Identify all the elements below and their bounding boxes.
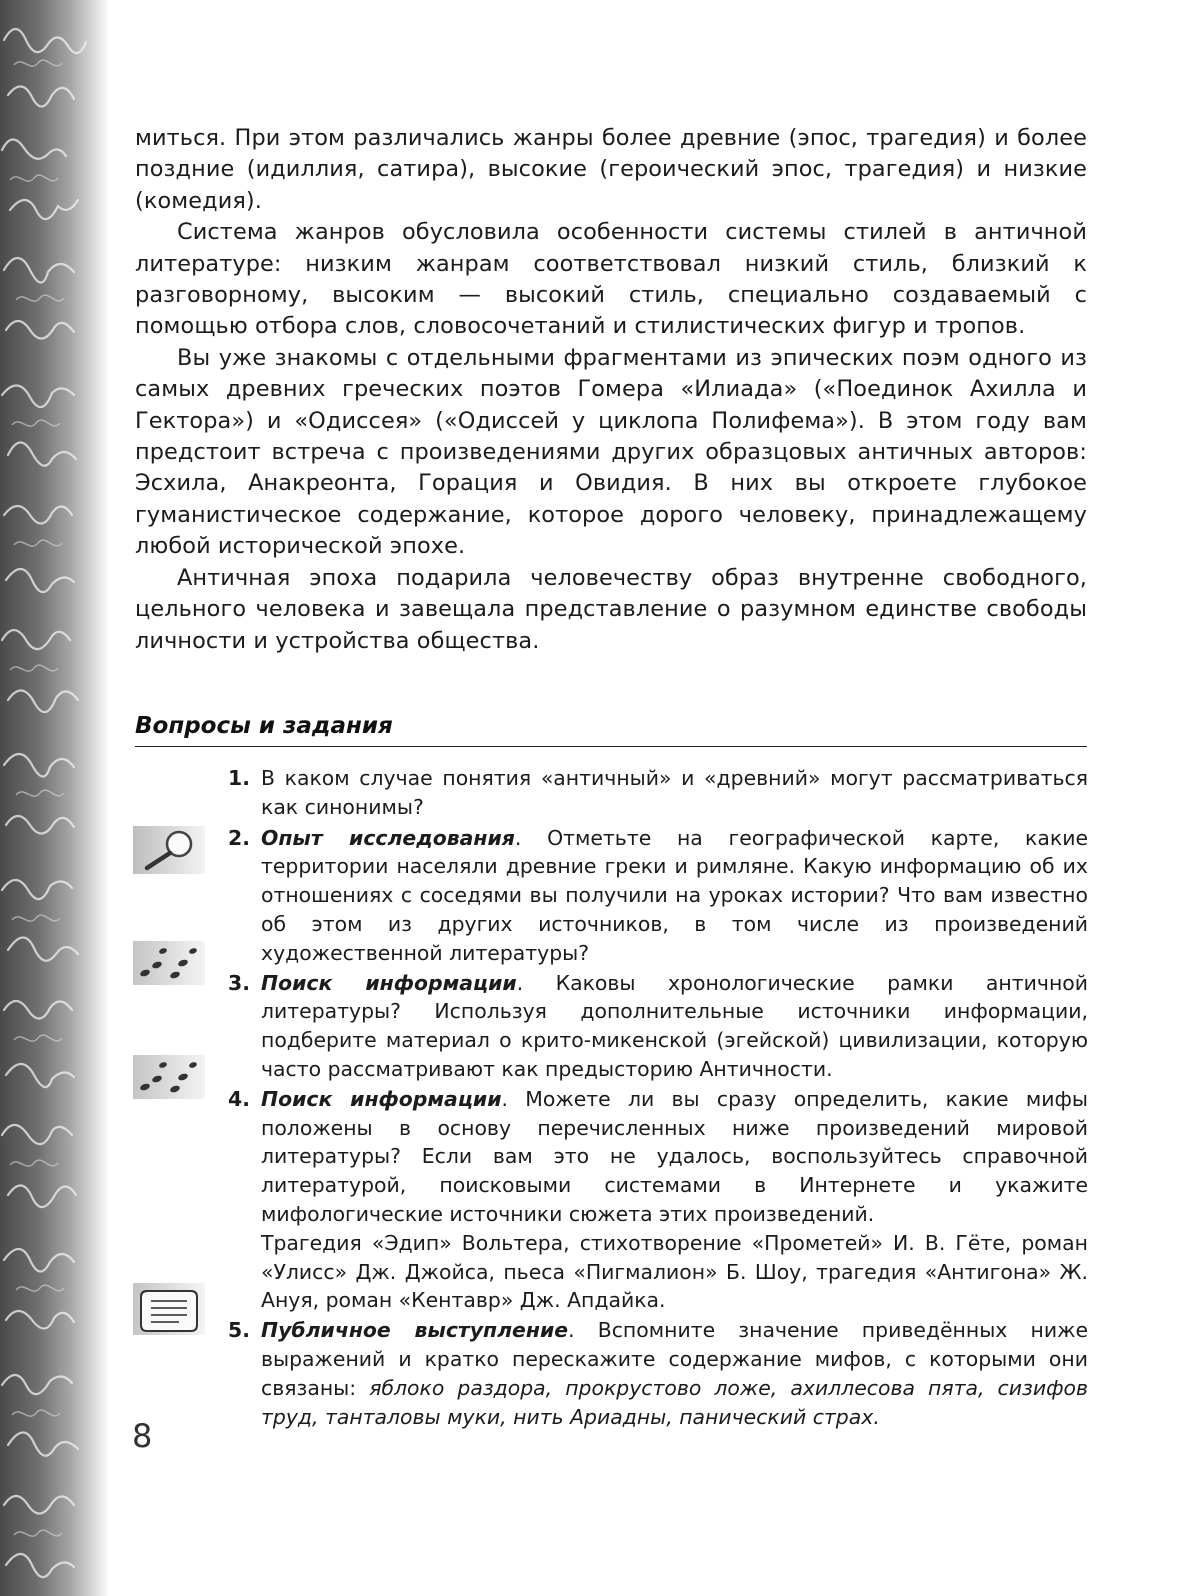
paragraph-3: Вы уже знакомы с отдельными фрагментами из эпических поэм одного из самых древних греческих поэтов Гомера «Илиада» («Поединок Ахилла и Гектора») и «Одиссея» («Одиссей у циклопа Полифема»). В этом году вам предстоит встреча с произведениями других образцовых античных авторов: Эсхила, Анакреонта, Горация и Овидия. В них вы откроете глубокое гуманистическое содержание, которое дорого человеку, принадлежащему любой исторической эпохе.	[135, 344, 1087, 560]
task-number: 4.	[228, 1086, 250, 1111]
task-item	[228, 969, 1088, 1084]
scroll-icon	[133, 1283, 205, 1335]
task-name: Публичное выступление	[261, 1318, 569, 1343]
magnifier-icon	[133, 826, 205, 874]
task-number: 1.	[228, 766, 250, 790]
paragraph-2: Система жанров обусловила особенности системы стилей в античной литературе: низким жанрам соответствовал низкий стиль, близкий к разговорному, высоким — высокий стиль, специально создаваемый с помощью отбора слов, словосочетаний и стилистических фигур и тропов.	[135, 219, 1087, 340]
task-number: 5.	[228, 1318, 250, 1343]
footprints-icon	[133, 941, 205, 985]
tasks-list	[228, 764, 1088, 1431]
task-text: В каком случае понятия «античный» и «древний» могут рассматриваться как синонимы?	[261, 766, 1088, 819]
task-text: . Вспомните значение приведённых ниже выражений и кратко перескажите содержание мифов, с которыми они связаны:	[261, 1318, 1089, 1400]
task-name: Опыт исследования	[261, 825, 515, 850]
task-number: 3.	[228, 970, 250, 995]
task-item	[228, 1085, 1088, 1315]
task-item	[228, 1316, 1088, 1431]
page-number: 8	[132, 1417, 153, 1455]
task-name: Поиск информации	[261, 970, 517, 995]
task-works-list: Трагедия «Эдип» Вольтера, стихотворение «Прометей» И. В. Гёте, роман «Улисс» Дж. Джойса, пьеса «Пигмалион» Б. Шоу, трагедия «Антигона» Ж. Ануя, роман «Кентавр» Дж. Апдайка.	[261, 1230, 1088, 1313]
task-number: 2.	[228, 825, 250, 850]
task-item	[228, 764, 1088, 822]
paragraph-4: Античная эпоха подарила человечеству образ внутренне свободного, цельного человека и завещала представление о разумном единстве свободы личности и устройства общества.	[135, 564, 1087, 654]
section-title: Вопросы и задания	[135, 709, 1087, 747]
task-name: Поиск информации	[261, 1086, 502, 1111]
footprints-icon	[133, 1055, 205, 1099]
body-text	[135, 123, 1087, 657]
decorative-margin-manuscript	[0, 0, 110, 1596]
task-item	[228, 824, 1088, 968]
handwriting-texture-icon	[0, 0, 110, 1596]
paragraph-1: миться. При этом различались жанры более древние (эпос, трагедия) и более поздние (идиллия, сатира), высокие (героический эпос, трагедия) и низкие (комедия).	[135, 125, 1087, 214]
task-text: . Отметьте на географической карте, какие территории населяли древние греки и римляне. Какую информацию об их отношениях с соседями вы получили на уроках истории? Что вам известно об этом из других источников, в том числе из произведений художественной литературы?	[261, 825, 1088, 965]
task-text: . Каковы хронологические рамки античной литературы? Используя дополнительные источники информации, подберите материал о крито-микенской (эгейской) цивилизации, которую часто рассматривают как предысторию Античности.	[261, 970, 1088, 1081]
task-expressions: яблоко раздора, прокрустово ложе, ахиллесова пята, сизифов труд, танталовы муки, нить Ариадны, панический страх.	[261, 1375, 1088, 1429]
task-text: . Можете ли вы сразу определить, какие мифы положены в основу перечисленных ниже произведений мировой литературы? Если вам это не удалось, воспользуйтесь справочной литературой, поисковыми системами в Интернете и укажите мифологические источники сюжета этих произведений.	[261, 1086, 1088, 1226]
